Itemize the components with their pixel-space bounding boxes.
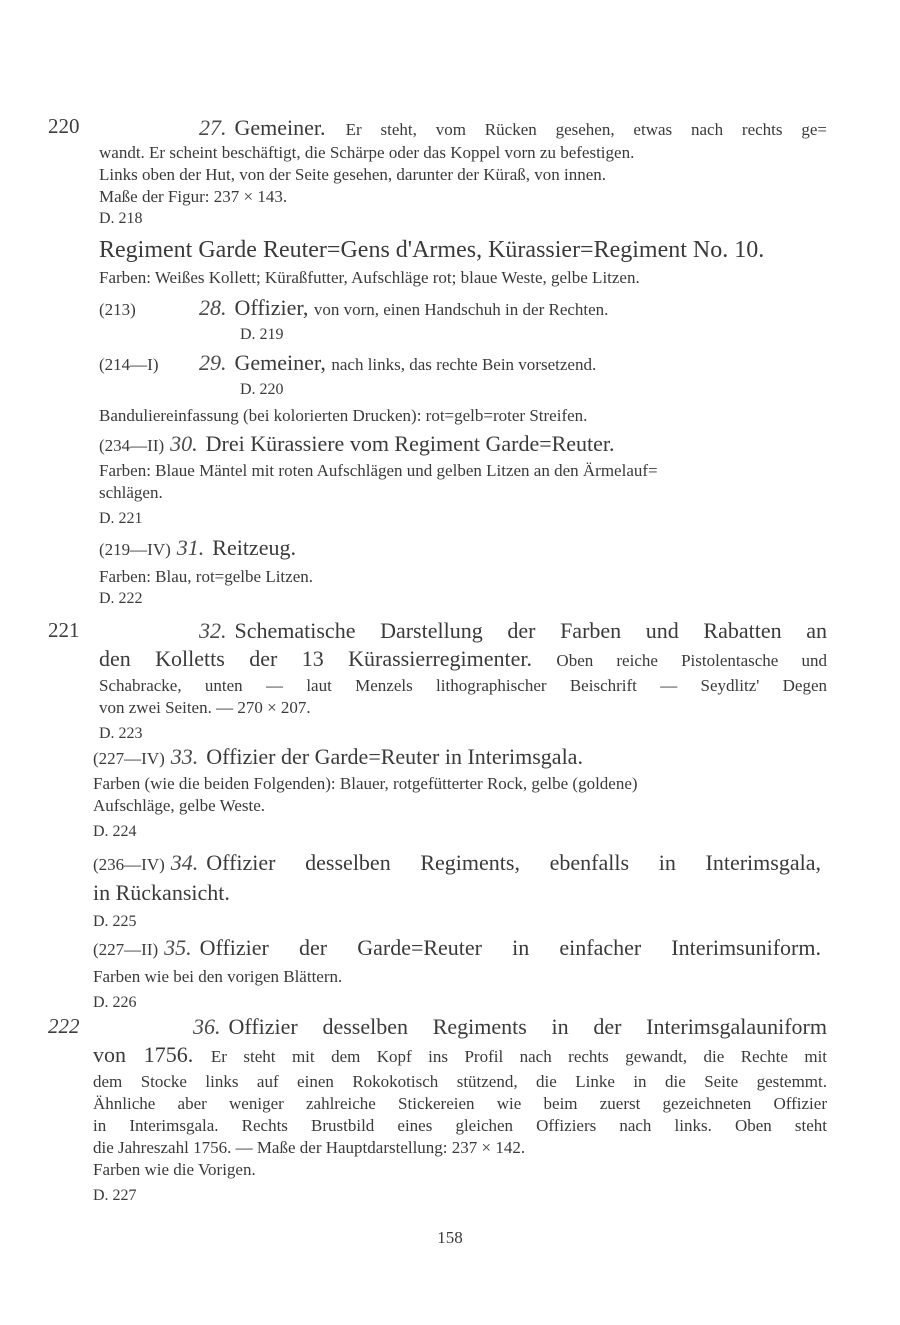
entry-text: nach links, das rechte Bein vorsetzend. — [331, 355, 597, 374]
entry-text: Farben (wie die beiden Folgenden): Blauer, rotgefütterter Rock, gelbe (goldene) — [93, 774, 638, 793]
entry-title: den Kolletts der 13 Kürassierregimenter. — [99, 646, 533, 671]
section-colors: Farben: Weißes Kollett; Küraßfutter, Aufschläge rot; blaue Weste, gelbe Litzen. — [99, 268, 640, 287]
entry-text: Oben reiche Pistolentasche und — [556, 651, 827, 670]
d-reference: D. 218 — [99, 210, 143, 227]
entry-text: Aufschläge, gelbe Weste. — [93, 796, 266, 815]
d-reference: D. 222 — [99, 590, 143, 607]
entry-text: Ähnliche aber weniger zahlreiche Stickereien wie beim zuerst gezeichneten Offizier — [93, 1094, 827, 1113]
entry-number: 30. — [170, 431, 198, 456]
section-heading: Regiment Garde Reuter=Gens d'Armes, Kürassier=Regiment No. 10. — [99, 237, 765, 263]
entry-29 — [99, 349, 827, 401]
entry-title: von 1756. — [93, 1042, 194, 1067]
entry-text: Er steht mit dem Kopf ins Profil nach rechts gewandt, die Rechte mit — [210, 1047, 828, 1066]
entry-32 — [99, 617, 827, 745]
entry-text: dem Stocke links auf einen Rokokotisch stützend, die Linke in die Seite gestemmt. — [93, 1072, 827, 1091]
entry-text: Maße der Figur: 237 × 143. — [99, 187, 288, 206]
d-reference: D. 221 — [99, 510, 143, 527]
entry-text: wandt. Er scheint beschäftigt, die Schärpe oder das Koppel vorn zu befestigen. — [99, 143, 635, 162]
entry-text: Er steht, vom Rücken gesehen, etwas nach rechts ge= — [345, 120, 827, 139]
bandulier-text: Bandulierеinfassung (bei kolorierten Drucken): rot=gelb=roter Streifen. — [99, 406, 588, 425]
entry-number: 33. — [170, 744, 199, 769]
plate-ref: (227—IV) — [93, 749, 165, 768]
entry-text: die Jahreszahl 1756. — Maße der Hauptdarstellung: 237 × 142. — [93, 1138, 526, 1157]
entry-36 — [93, 1013, 827, 1207]
entry-title: Gemeiner, — [234, 350, 326, 375]
entry-title: Offizier der Garde=Reuter in Interimsgala. — [206, 744, 583, 769]
entry-text: Farben: Blau, rot=gelbe Litzen. — [99, 567, 313, 586]
entry-text: Farben wie die Vorigen. — [93, 1160, 256, 1179]
entry-text: von zwei Seiten. — 270 × 207. — [99, 698, 311, 717]
entry-31 — [99, 534, 827, 610]
plate-ref: (213) — [99, 300, 136, 319]
page-number: 158 — [437, 1228, 463, 1247]
entry-title: Schematische Darstellung der Farben und Rabatten an — [234, 618, 827, 643]
entry-number: 35. — [164, 935, 192, 960]
entry-number: 32. — [199, 618, 227, 643]
d-reference: D. 220 — [240, 381, 284, 398]
plate-ref: (227—II) — [93, 940, 159, 959]
entry-text: Links oben der Hut, von der Seite gesehen, darunter der Küraß, von innen. — [99, 165, 607, 184]
plate-ref: (214—I) — [99, 355, 159, 374]
margin-number: 220 — [48, 114, 80, 138]
entry-title: Reitzeug. — [212, 535, 296, 560]
bandulier-note — [99, 405, 827, 427]
d-reference: D. 225 — [93, 913, 137, 930]
d-reference: D. 223 — [99, 725, 143, 742]
entry-title: Offizier desselben Regiments in der Interimsgalauniform — [228, 1014, 827, 1039]
entry-33 — [93, 743, 821, 843]
entry-text: Schabracke, unten — laut Menzels lithographischer Beischrift — Seydlitz' Degen — [99, 676, 827, 695]
entry-text: in Interimsgala. Rechts Brustbild eines gleichen Offiziers nach links. Oben steht — [93, 1116, 827, 1135]
entry-title: Offizier desselben Regiments, ebenfalls in Interimsgala, — [206, 850, 821, 875]
plate-ref: (234—II) — [99, 436, 165, 455]
plate-ref: (219—IV) — [99, 540, 171, 559]
d-reference: D. 224 — [93, 823, 137, 840]
entry-28 — [99, 294, 827, 346]
entry-number: 34. — [170, 850, 199, 875]
d-reference: D. 219 — [240, 326, 284, 343]
entry-number: 31. — [176, 535, 205, 560]
margin-number: 221 — [48, 618, 80, 642]
entry-34 — [93, 849, 821, 933]
entry-title: Offizier, — [234, 295, 309, 320]
entry-title: in Rückansicht. — [93, 880, 230, 905]
d-reference: D. 227 — [93, 1187, 137, 1204]
margin-number: 222 — [48, 1014, 80, 1038]
entry-number: 36. — [193, 1014, 221, 1039]
entry-30 — [99, 430, 827, 530]
entry-text: Farben: Blaue Mäntel mit roten Aufschlägen und gelben Litzen an den Ärmelauf= — [99, 461, 658, 480]
entry-35 — [93, 934, 821, 1014]
d-reference: D. 226 — [93, 994, 137, 1011]
entry-number: 29. — [199, 350, 227, 375]
entry-text: von vorn, einen Handschuh in der Rechten. — [313, 300, 609, 319]
regiment-section — [99, 235, 827, 289]
entry-text: schlägen. — [99, 483, 163, 502]
entry-title: Offizier der Garde=Reuter in einfacher Interimsuniform. — [199, 935, 821, 960]
entry-number: 27. — [199, 115, 227, 140]
entry-title: Gemeiner. — [234, 115, 326, 140]
entry-title: Drei Kürassiere vom Regiment Garde=Reuter. — [205, 431, 615, 456]
entry-number: 28. — [199, 295, 227, 320]
entry-text: Farben wie bei den vorigen Blättern. — [93, 967, 343, 986]
entry-27 — [99, 114, 827, 230]
plate-ref: (236—IV) — [93, 855, 165, 874]
entry-27-first-line — [99, 114, 827, 144]
